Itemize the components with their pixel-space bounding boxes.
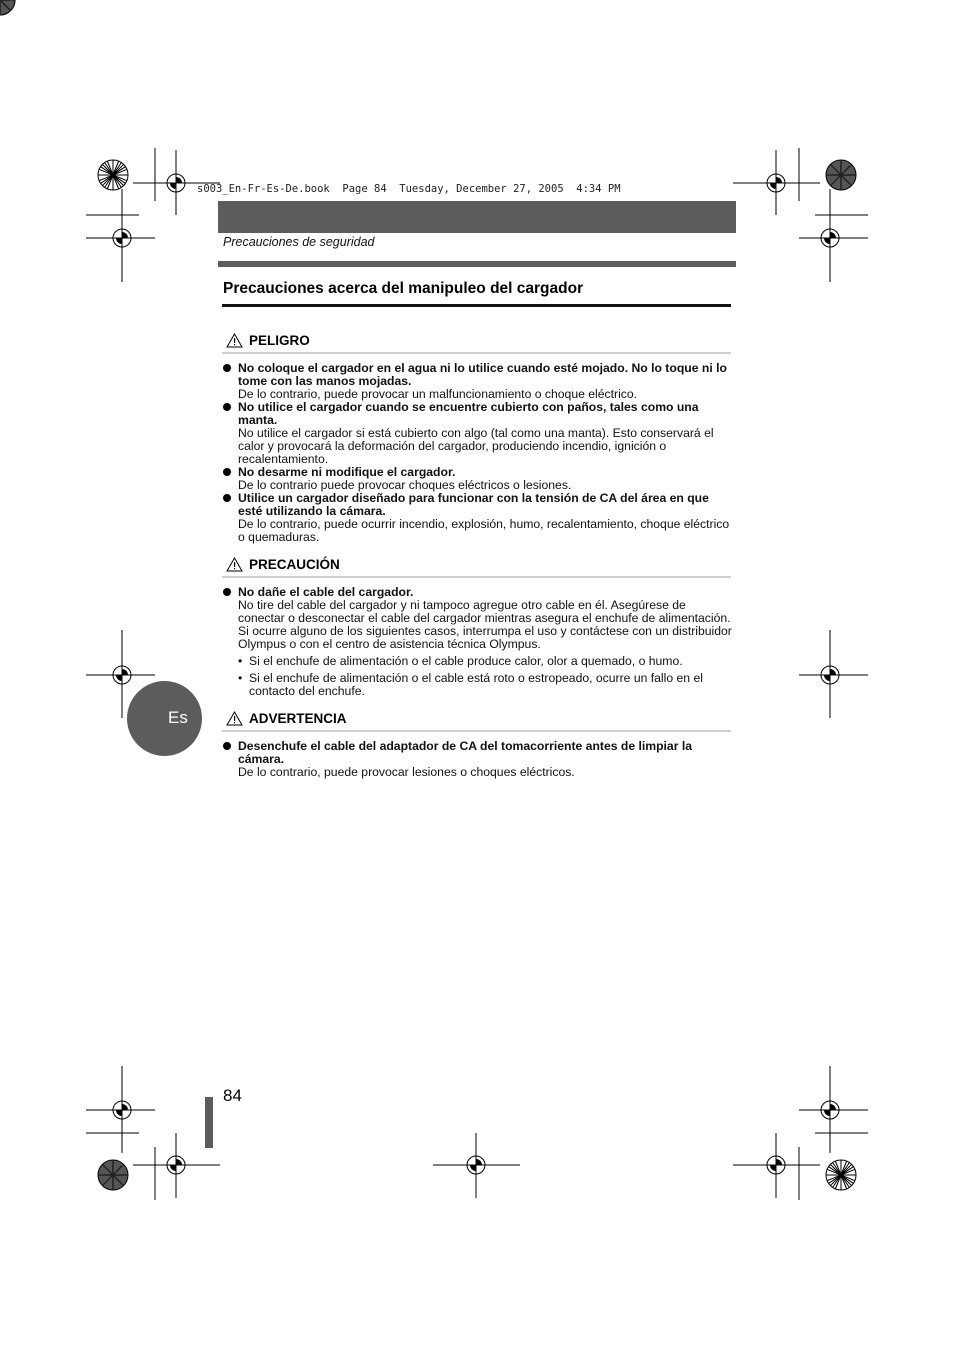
page-number: 84	[223, 1086, 242, 1105]
list-item	[222, 362, 732, 401]
warning-triangle-icon	[226, 711, 243, 726]
section-items-peligro	[222, 362, 732, 544]
list-item	[222, 740, 732, 779]
bullet-icon	[223, 742, 231, 750]
list-item	[222, 586, 732, 651]
bullet-icon	[223, 494, 231, 502]
item-heading: Utilice un cargador diseñado para funcionar con la tensión de CA del área en que esté utilizando la cámara.	[238, 491, 709, 518]
header-rule	[218, 261, 736, 267]
page-number-bar	[205, 1097, 213, 1148]
print-info-line: s003_En-Fr-Es-De.book Page 84 Tuesday, December 27, 2005 4:34 PM	[197, 183, 621, 195]
item-body: De lo contrario puede provocar choques eléctricos o lesiones.	[238, 478, 572, 492]
sub-list-item	[222, 655, 732, 668]
section-rule	[222, 730, 731, 732]
section-heading-advertencia	[226, 711, 347, 726]
sub-bullet-icon: •	[238, 654, 243, 668]
dark-starburst-mark-icon	[0, 0, 15, 15]
item-body: De lo contrario, puede provocar lesiones o choques eléctricos.	[238, 765, 575, 779]
warning-triangle-icon	[226, 333, 243, 348]
bullet-icon	[223, 364, 231, 372]
sub-bullet-icon: •	[238, 671, 243, 685]
sub-item-text: Si el enchufe de alimentación o el cable está roto o estropeado, ocurre un fallo en el contacto del enchufe.	[249, 671, 703, 698]
list-item	[222, 492, 732, 544]
sub-list-item	[222, 672, 732, 698]
section-items-advertencia	[222, 740, 732, 779]
section-heading-label: PELIGRO	[249, 333, 310, 348]
language-tab	[127, 681, 202, 756]
language-tab-label: Es	[168, 708, 188, 727]
bullet-icon	[223, 403, 231, 411]
bullet-icon	[223, 588, 231, 596]
title-underline	[222, 304, 731, 307]
bullet-icon	[223, 468, 231, 476]
breadcrumb: Precauciones de seguridad	[223, 235, 375, 249]
item-body: De lo contrario, puede ocurrir incendio, explosión, humo, recalentamiento, choque eléctrico o quemaduras.	[238, 517, 730, 544]
item-heading: No coloque el cargador en el agua ni lo utilice cuando esté mojado. No lo toque ni lo tome con las manos mojadas.	[238, 361, 727, 388]
section-heading-precaucion	[226, 557, 340, 572]
item-body: No tire del cable del cargador y ni tampoco agregue otro cable en él. Asegúrese de conectar o desconectar el cable del cargador mientras asegura el enchufe de alimentación. Si ocurre alguno de los siguientes casos, interrumpa el uso y contáctese con un distribuidor Olympus o con el centro de asistencia técnica Olympus.	[238, 598, 732, 651]
section-items-precaucion	[222, 586, 732, 698]
item-body: De lo contrario, puede provocar un malfuncionamiento o choque eléctrico.	[238, 387, 638, 401]
item-heading: No desarme ni modifique el cargador.	[238, 465, 456, 479]
sub-item-text: Si el enchufe de alimentación o el cable produce calor, olor a quemado, o humo.	[249, 654, 683, 668]
item-heading: No dañe el cable del cargador.	[238, 585, 414, 599]
section-heading-label: PRECAUCIÓN	[249, 557, 340, 572]
list-item	[222, 466, 732, 492]
section-heading-label: ADVERTENCIA	[249, 711, 347, 726]
section-rule	[222, 576, 731, 578]
warning-triangle-icon	[226, 557, 243, 572]
section-rule	[222, 352, 731, 354]
item-body: No utilice el cargador si está cubierto con algo (tal como una manta). Esto conservará el calor y provocará la deformación del cargador, produciendo incendio, ignición o recalentamiento.	[238, 426, 714, 466]
header-band	[218, 201, 736, 233]
page-title: Precauciones acerca del manipuleo del cargador	[223, 280, 584, 297]
list-item	[222, 401, 732, 466]
item-heading: Desenchufe el cable del adaptador de CA del tomacorriente antes de limpiar la cámara.	[238, 739, 693, 766]
item-heading: No utilice el cargador cuando se encuentre cubierto con paños, tales como una manta.	[238, 400, 699, 427]
section-heading-peligro	[226, 333, 310, 348]
